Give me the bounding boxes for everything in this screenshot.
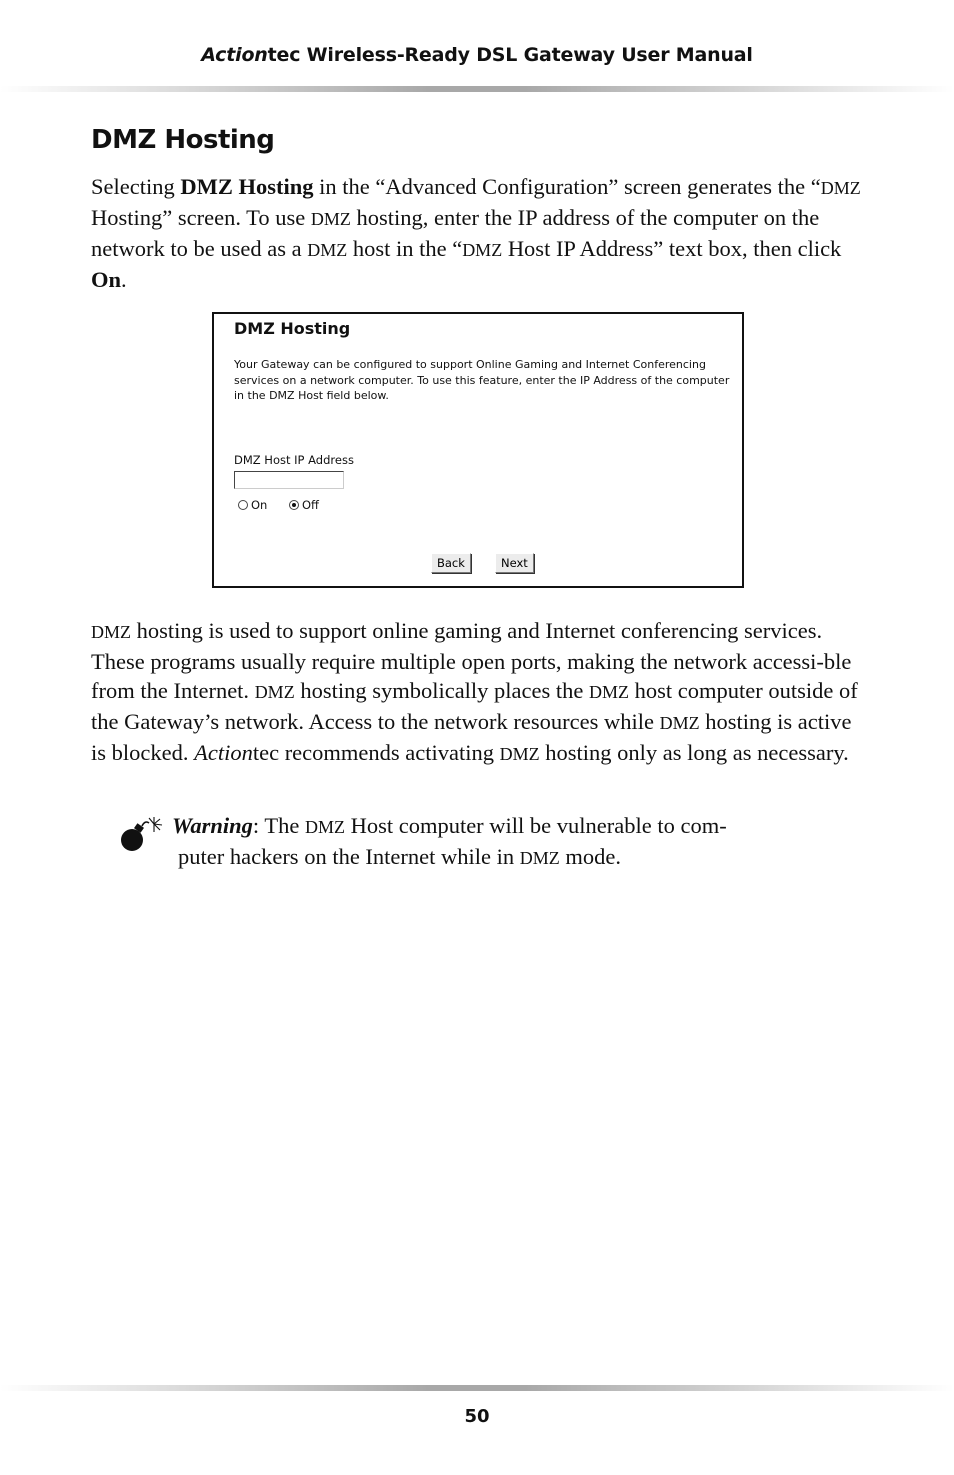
acronym: DMZ	[91, 622, 131, 642]
text-run: Hosting” screen. To use	[91, 205, 311, 230]
text-run: host in the “	[347, 236, 463, 261]
text-run: Host IP Address” text box, then click	[502, 236, 842, 261]
radio-off-label: Off	[302, 498, 319, 512]
bomb-icon	[118, 815, 168, 855]
text-run: Host computer will be vulnerable to com-	[344, 813, 727, 838]
text-run: puter hackers on the Internet while in	[178, 844, 520, 869]
text-run: hosting, enter the IP address of the computer on the network to be used as a	[91, 205, 820, 261]
dmz-host-ip-input[interactable]	[234, 471, 344, 489]
acronym: DMZ	[310, 209, 351, 229]
running-header	[0, 44, 954, 66]
screenshot-description: Your Gateway can be configured to support Online Gaming and Internet Conferencing services on a network computer. To use this feature, enter the IP Address of the computer in the DMZ Host field below.	[234, 358, 730, 402]
acronym: DMZ	[519, 848, 560, 868]
text-run: hosting is active is blocked.	[91, 709, 852, 765]
dmz-host-ip-label: DMZ Host IP Address	[234, 453, 354, 467]
section-title: DMZ Hosting	[91, 125, 275, 155]
radio-on-label: On	[251, 498, 268, 512]
footer-rule	[0, 1385, 954, 1391]
acronym: DMZ	[499, 744, 540, 764]
text-run: mode.	[559, 844, 622, 869]
text-run: host computer outside of the Gateway’s network. Access to the network resources while	[91, 678, 858, 734]
screenshot-title: DMZ Hosting	[234, 319, 351, 338]
page-number: 50	[464, 1406, 490, 1427]
explanation-paragraph	[91, 616, 866, 769]
brand-italic: Action	[194, 740, 253, 765]
dmz-hosting-screenshot	[212, 312, 744, 588]
acronym: DMZ	[659, 713, 700, 733]
text-run: Selecting	[91, 174, 181, 199]
warning-label: Warning	[172, 813, 253, 838]
text-run: hosting only as long as necessary.	[539, 740, 849, 765]
back-button[interactable]: Back	[431, 553, 471, 573]
intro-paragraph	[91, 172, 866, 294]
acronym: DMZ	[307, 240, 348, 260]
menu-name-bold: DMZ Hosting	[180, 174, 314, 199]
warning-note	[172, 811, 772, 873]
acronym: DMZ	[589, 682, 630, 702]
header-brand: Action	[201, 44, 268, 66]
acronym: DMZ	[304, 817, 345, 837]
warning-line-2	[172, 842, 772, 873]
radio-on[interactable]	[238, 498, 267, 512]
text-run: hosting symbolically places the	[294, 678, 590, 703]
header-title: tec Wireless-Ready DSL Gateway User Manual	[267, 44, 753, 66]
button-name-bold: On	[91, 267, 122, 292]
header-rule	[0, 86, 954, 92]
text-run: : The	[252, 813, 305, 838]
next-button[interactable]: Next	[495, 553, 534, 573]
text-run: in the “Advanced Configuration” screen generates the “	[313, 174, 821, 199]
radio-off[interactable]	[289, 498, 319, 512]
text-run: hosting is used to support online gaming and Internet conferencing services. These programs usually require multiple open ports, making the network accessi-ble from the Internet.	[91, 618, 852, 703]
radio-off-circle[interactable]	[289, 500, 299, 510]
radio-on-circle[interactable]	[238, 500, 248, 510]
text-run: tec recommends activating	[252, 740, 500, 765]
acronym: DMZ	[462, 240, 503, 260]
acronym: DMZ	[254, 682, 295, 702]
text-run: .	[121, 267, 127, 292]
acronym: DMZ	[820, 178, 861, 198]
